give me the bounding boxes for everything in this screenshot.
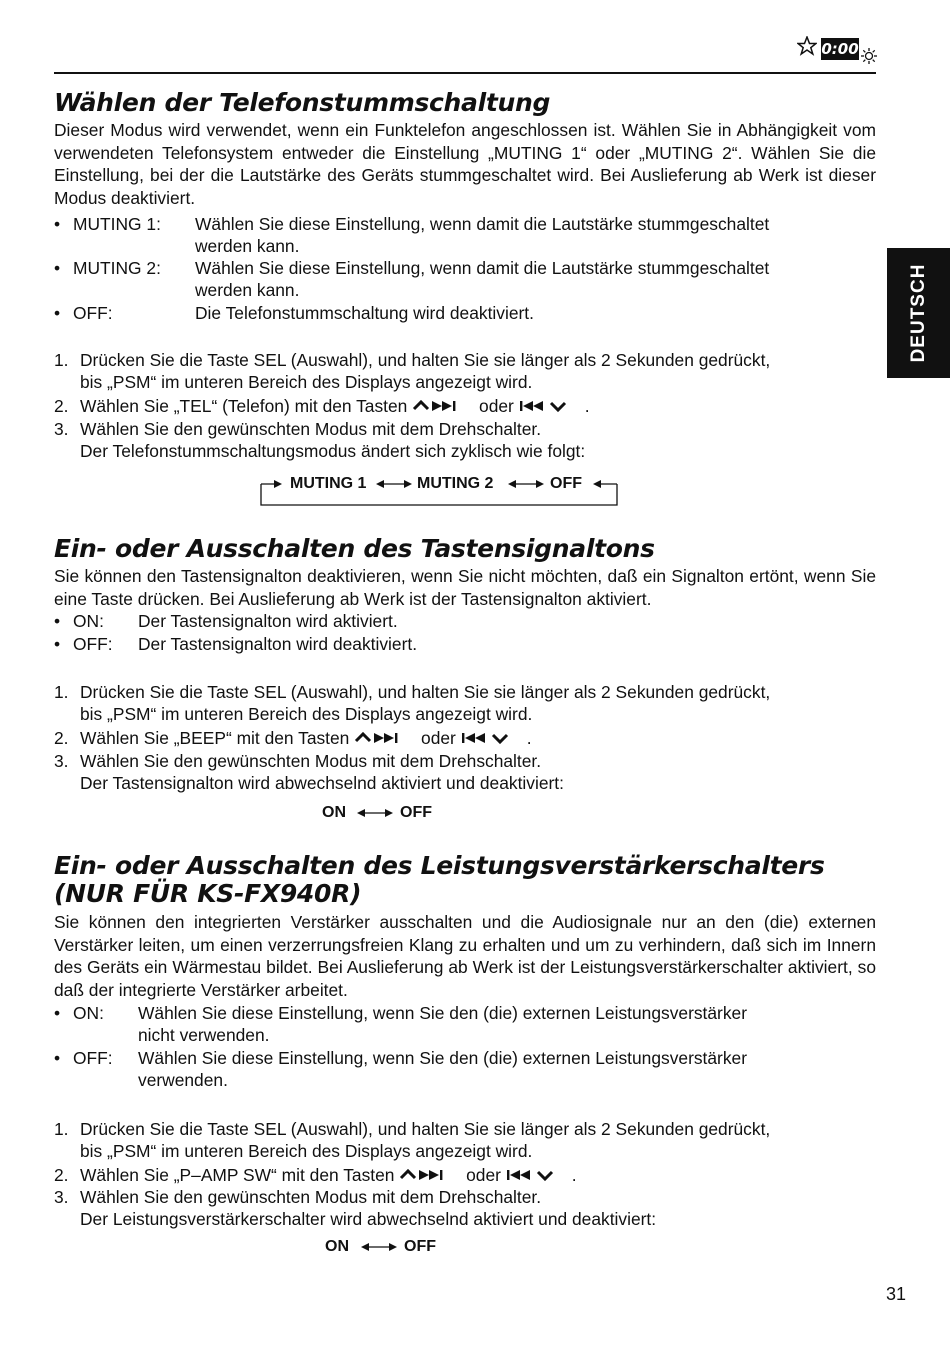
section-intro: Dieser Modus wird verwendet, wenn ein Funktelefon angeschlossen ist. Wählen Sie in Abhängigkeit vom verwendeten Telefonsystem entweder die Einstellung „MUTING 1“ oder „MUTING 2“. Wählen Sie die Einstellung, bei der die Lautstärke des Geräts stummgeschaltet wird. Bei Auslieferung ab Werk ist dieser Modus deaktiviert. [54, 120, 876, 208]
option-desc: Wählen Sie diese Einstellung, wenn Sie den (die) externen Leistungsverstärker [138, 1048, 748, 1068]
step-text-dot: . [571, 1165, 577, 1185]
step-text-cont: bis „PSM“ im unteren Bereich des Displays angezeigt wird. [80, 1141, 533, 1161]
bullet: • [54, 634, 61, 654]
bullet: • [54, 1003, 61, 1023]
option-desc-cont: werden kann. [195, 280, 300, 300]
step-text-mid: oder [479, 396, 514, 416]
bullet: • [54, 258, 61, 278]
step-number: 1. [54, 1119, 69, 1139]
option-key: MUTING 1: [73, 214, 161, 234]
up-next-button-icon [412, 398, 474, 414]
option-key: OFF: [73, 1048, 113, 1068]
cycle-mode-off: OFF [550, 475, 582, 492]
step-number: 2. [54, 728, 69, 748]
section-title-key-beep: Ein- oder Ausschalten des Tastensignaltons [54, 534, 655, 563]
step-number: 2. [54, 1165, 69, 1185]
bullet: • [54, 1048, 61, 1068]
step-number: 1. [54, 682, 69, 702]
option-desc-cont: nicht verwenden. [138, 1025, 270, 1045]
up-next-button-icon [399, 1167, 461, 1183]
page-number: 31 [886, 1284, 907, 1304]
step-text-mid: oder [466, 1165, 501, 1185]
double-arrow-icon [376, 479, 412, 489]
step-text-dot: . [584, 396, 590, 416]
option-desc: Die Telefonstummschaltung wird deaktiviert. [195, 303, 534, 323]
section-title-phone-muting: Wählen der Telefonstummschaltung [54, 88, 551, 117]
step-text-dot: . [526, 728, 532, 748]
step-number: 3. [54, 751, 69, 771]
step-text-cont: Der Leistungsverstärkerschalter wird abwechselnd aktiviert und deaktiviert: [80, 1209, 657, 1229]
step-text: Drücken Sie die Taste SEL (Auswahl), und halten Sie sie länger als 2 Sekunden gedrückt, [80, 1119, 771, 1139]
toggle-mode-off: OFF [404, 1238, 436, 1255]
option-key: ON: [73, 611, 104, 631]
step-text [80, 1164, 577, 1187]
double-arrow-icon [361, 1242, 397, 1252]
option-desc-cont: verwenden. [138, 1070, 228, 1090]
step-text-cont: bis „PSM“ im unteren Bereich des Displays angezeigt wird. [80, 704, 533, 724]
step-number: 1. [54, 350, 69, 370]
option-key: ON: [73, 1003, 104, 1023]
language-tab [887, 248, 950, 378]
step-text: Wählen Sie den gewünschten Modus mit dem Drehschalter. [80, 1187, 542, 1207]
option-desc-cont: werden kann. [195, 236, 300, 256]
option-key: OFF: [73, 303, 113, 323]
sun-icon [861, 48, 877, 64]
option-key: OFF: [73, 634, 113, 654]
option-desc: Wählen Sie diese Einstellung, wenn Sie den (die) externen Leistungsverstärker [138, 1003, 748, 1023]
section-intro: Sie können den integrierten Verstärker ausschalten und die Audiosignale nur an den (die) externen Verstärker leiten, um einen verzerrungsfreien Klang zu erhalten und um zu verhindern, daß sich im Innern des Geräts ein Wärmestau bildet. Bei Auslieferung ab Werk ist der Leistungsverstärkerschalter aktiviert, so daß der integrierte Verstärker arbeitet. [54, 912, 876, 1000]
step-text-cont: bis „PSM“ im unteren Bereich des Displays angezeigt wird. [80, 372, 533, 392]
section-title-amp-switch-model: (NUR FÜR KS-FX940R) [54, 879, 362, 908]
option-desc: Wählen Sie diese Einstellung, wenn damit die Lautstärke stummgeschaltet [195, 214, 770, 234]
bullet: • [54, 611, 61, 631]
toggle-mode-on: ON [325, 1238, 349, 1255]
option-desc: Wählen Sie diese Einstellung, wenn damit die Lautstärke stummgeschaltet [195, 258, 770, 278]
double-arrow-icon [357, 808, 393, 818]
step-text-cont: Der Tastensignalton wird abwechselnd aktiviert und deaktiviert: [80, 773, 564, 793]
cycle-mode-muting1: MUTING 1 [290, 475, 367, 492]
cycle-mode-muting2: MUTING 2 [417, 475, 494, 492]
toggle-mode-off: OFF [400, 804, 432, 821]
step-text: Drücken Sie die Taste SEL (Auswahl), und halten Sie sie länger als 2 Sekunden gedrückt, [80, 682, 771, 702]
step-text-pre: Wählen Sie „BEEP“ mit den Tasten [80, 728, 350, 748]
toggle-mode-on: ON [322, 804, 346, 821]
clock-display-icon: 0:00 [821, 40, 859, 58]
step-text-cont: Der Telefonstummschaltungsmodus ändert sich zyklisch wie folgt: [80, 441, 586, 461]
section-intro: Sie können den Tastensignalton deaktivieren, wenn Sie nicht möchten, daß ein Signalton ertönt, wenn Sie eine Taste drücken. Bei Auslieferung ab Werk ist der Tastensignalton aktiviert. [54, 566, 876, 609]
option-key: MUTING 2: [73, 258, 161, 278]
prev-down-button-icon [461, 730, 527, 746]
step-text: Drücken Sie die Taste SEL (Auswahl), und halten Sie sie länger als 2 Sekunden gedrückt, [80, 350, 771, 370]
step-text: Wählen Sie den gewünschten Modus mit dem Drehschalter. [80, 419, 542, 439]
step-number: 2. [54, 396, 69, 416]
step-text: Wählen Sie den gewünschten Modus mit dem Drehschalter. [80, 751, 542, 771]
language-tab-label: DEUTSCH [907, 263, 929, 363]
prev-down-button-icon [506, 1167, 572, 1183]
option-desc: Der Tastensignalton wird aktiviert. [138, 611, 398, 631]
prev-down-button-icon [519, 398, 585, 414]
step-text [80, 395, 590, 418]
star-icon [797, 36, 817, 56]
bullet: • [54, 214, 61, 234]
header-rule [54, 72, 876, 74]
section-title-amp-switch: Ein- oder Ausschalten des Leistungsverstärkerschalters [54, 851, 825, 880]
step-text-pre: Wählen Sie „TEL“ (Telefon) mit den Tasten [80, 396, 408, 416]
step-text-mid: oder [421, 728, 456, 748]
step-text-pre: Wählen Sie „P–AMP SW“ mit den Tasten [80, 1165, 395, 1185]
step-text [80, 727, 532, 750]
double-arrow-icon [508, 479, 544, 489]
step-number: 3. [54, 419, 69, 439]
bullet: • [54, 303, 61, 323]
option-desc: Der Tastensignalton wird deaktiviert. [138, 634, 418, 654]
step-number: 3. [54, 1187, 69, 1207]
up-next-button-icon [354, 730, 416, 746]
